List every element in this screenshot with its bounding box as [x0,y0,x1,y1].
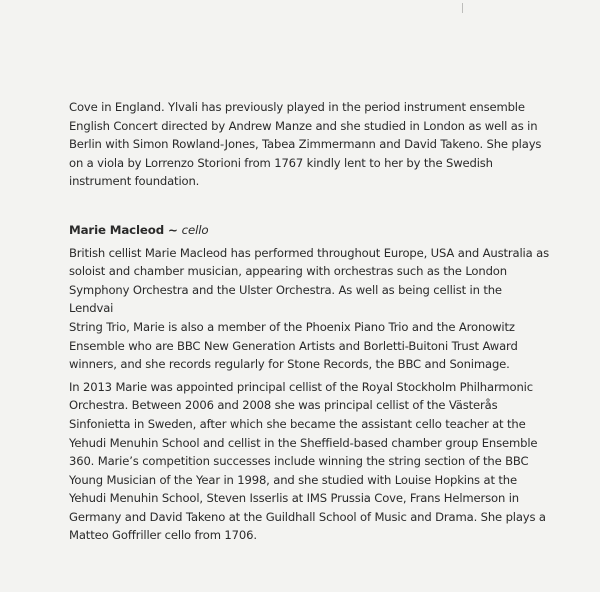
section-heading [69,221,549,240]
page-edge-mark [462,3,463,13]
bio-paragraph-2: In 2013 Marie was appointed principal cellist of the Royal Stockholm Philharmonic Orchestra. Between 2006 and 2008 she was principal cellist of the Västerås Sinfonietta in Sweden, after which she became the assistant cello teacher at the Yehudi Menuhin School and cellist in the Sheffield-based chamber group Ensemble 360. Marie’s competition successes include winning the string section of the BBC Young Musician of the Year in 1998, and she studied with Louise Hopkins at the Yehudi Menuhin School, Steven Isserlis at IMS Prussia Cove, Frans Helmerson in Germany and David Takeno at the Guildhall School of Music and Drama. She plays a Matteo Goffriller cello from 1706. [69,379,546,543]
intro-paragraph: Cove in England. Ylvali has previously played in the period instrument ensemble English Concert directed by Andrew Manze and she studied in London as well as in Berlin with Simon Rowland-Jones, Tabea Zimmermann and David Takeno. She plays on a viola by Lorrenzo Storioni from 1767 kindly lent to her by the Swedish instrument foundation. [69,100,542,189]
bio-paragraph-1: British cellist Marie Macleod has performed throughout Europe, USA and Australia as soloist and chamber musician, appearing with orchestras such as the London Symphony Orchestra and the Ulster Orchestra. As well as being cellist in the Lendvai String Trio, Marie is also a member of the Phoenix Piano Trio and the Aronowitz Ensemble who are BBC New Generation Artists and Borletti-Buitoni Trust Award winners, and she records regularly for Stone Records, the BBC and Sonimage. [69,245,549,372]
heading-separator: ~ [164,222,182,237]
musician-name: Marie Macleod [69,222,165,237]
musician-role: cello [181,222,209,237]
biography-text-block [69,98,549,545]
